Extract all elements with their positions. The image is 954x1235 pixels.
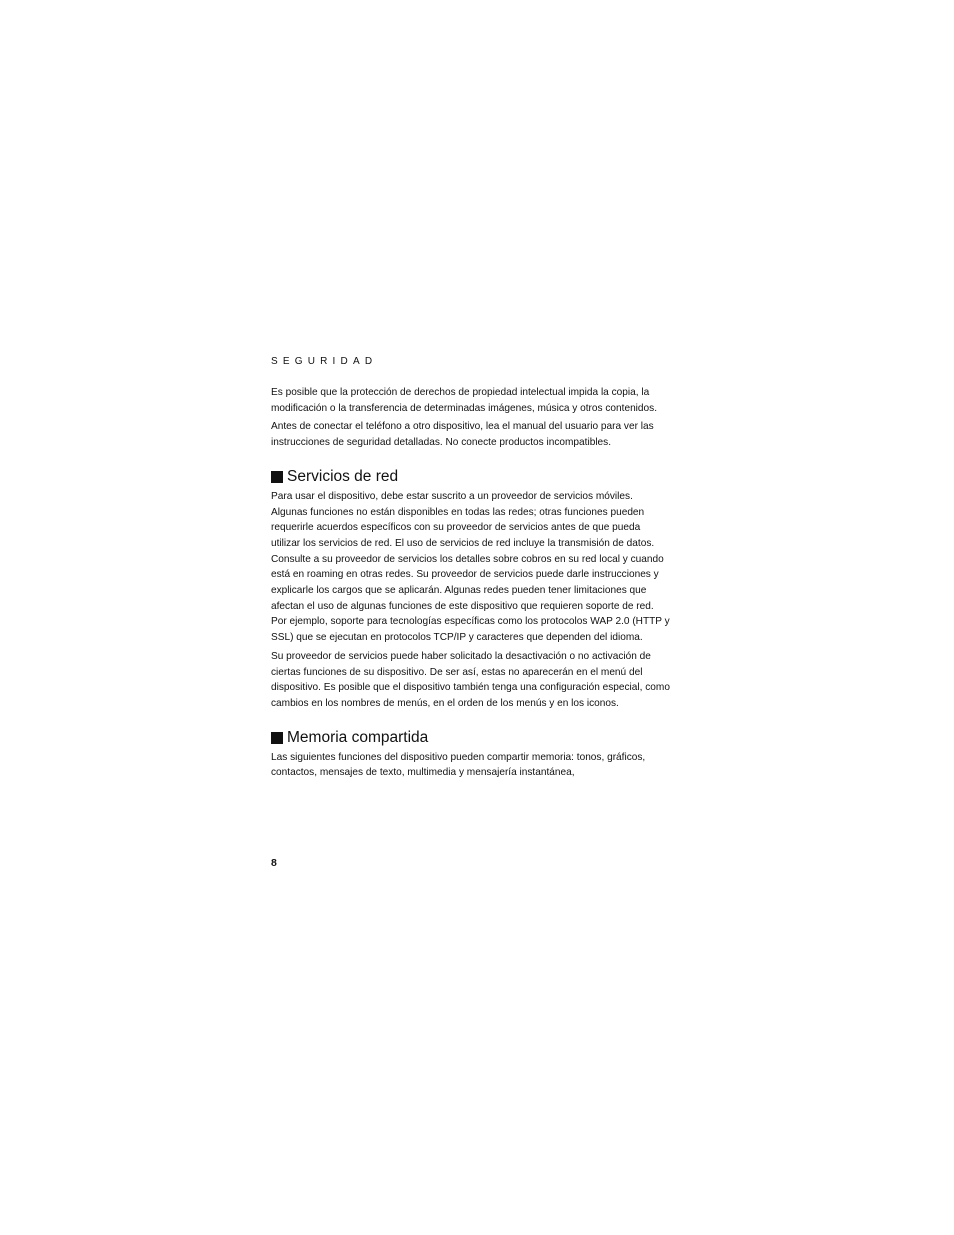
section-paragraph: Las siguientes funciones del dispositivo pueden compartir memoria: tonos, gráficos, contactos, mensajes de texto, multimedia y mensajería instantánea,	[271, 751, 646, 779]
section-title-text: Servicios de red	[287, 467, 399, 485]
section-paragraph: Su proveedor de servicios puede haber solicitado la desactivación o no activación de ciertas funciones de su dispositivo. De ser así, estas no aparecerán en el menú del dispositivo. Es posible que el dispositivo también tenga una configuración especial, como cambios en los nombres de menús, en el orden de los menús y en los iconos.	[271, 650, 670, 709]
section-title-text: Memoria compartida	[287, 728, 429, 746]
section-paragraph: Para usar el dispositivo, debe estar suscrito a un proveedor de servicios móviles. Algunas funciones no están disponibles en todas las redes; otras funciones pueden requerirle acuerdos específicos con su proveedor de servicios antes de que pueda utilizar los servicios de red. El uso de servicios de red incluye la transmisión de datos. Consulte a su proveedor de servicios los detalles sobre cobros en su red local y cuando está en roaming en otras redes. Su proveedor de servicios puede darle instrucciones y explicarle los cargos que se aplicarán. Algunas redes pueden tener limitaciones que afectan el uso de algunas funciones de este dispositivo que requieren soporte de red. Por ejemplo, soporte para tecnologías específicas como los protocolos WAP 2.0 (HTTP y SSL) que se ejecutan en protocolos TCP/IP y caracteres que dependen del idioma.	[271, 490, 670, 644]
section-heading-memoria-compartida	[271, 728, 671, 748]
page-number: 8	[271, 857, 277, 869]
square-bullet-icon	[271, 471, 283, 483]
square-bullet-icon	[271, 732, 283, 744]
document-page	[271, 355, 671, 784]
intro-paragraph-1: Es posible que la protección de derechos de propiedad intelectual impida la copia, la modificación o la transferencia de determinadas imágenes, música y otros contenidos.	[271, 387, 658, 414]
running-header: SEGURIDAD	[271, 356, 378, 367]
section-heading-servicios-de-red	[271, 467, 671, 487]
intro-paragraph-2: Antes de conectar el teléfono a otro dispositivo, lea el manual del usuario para ver las instrucciones de seguridad detalladas. No conecte productos incompatibles.	[271, 421, 654, 449]
